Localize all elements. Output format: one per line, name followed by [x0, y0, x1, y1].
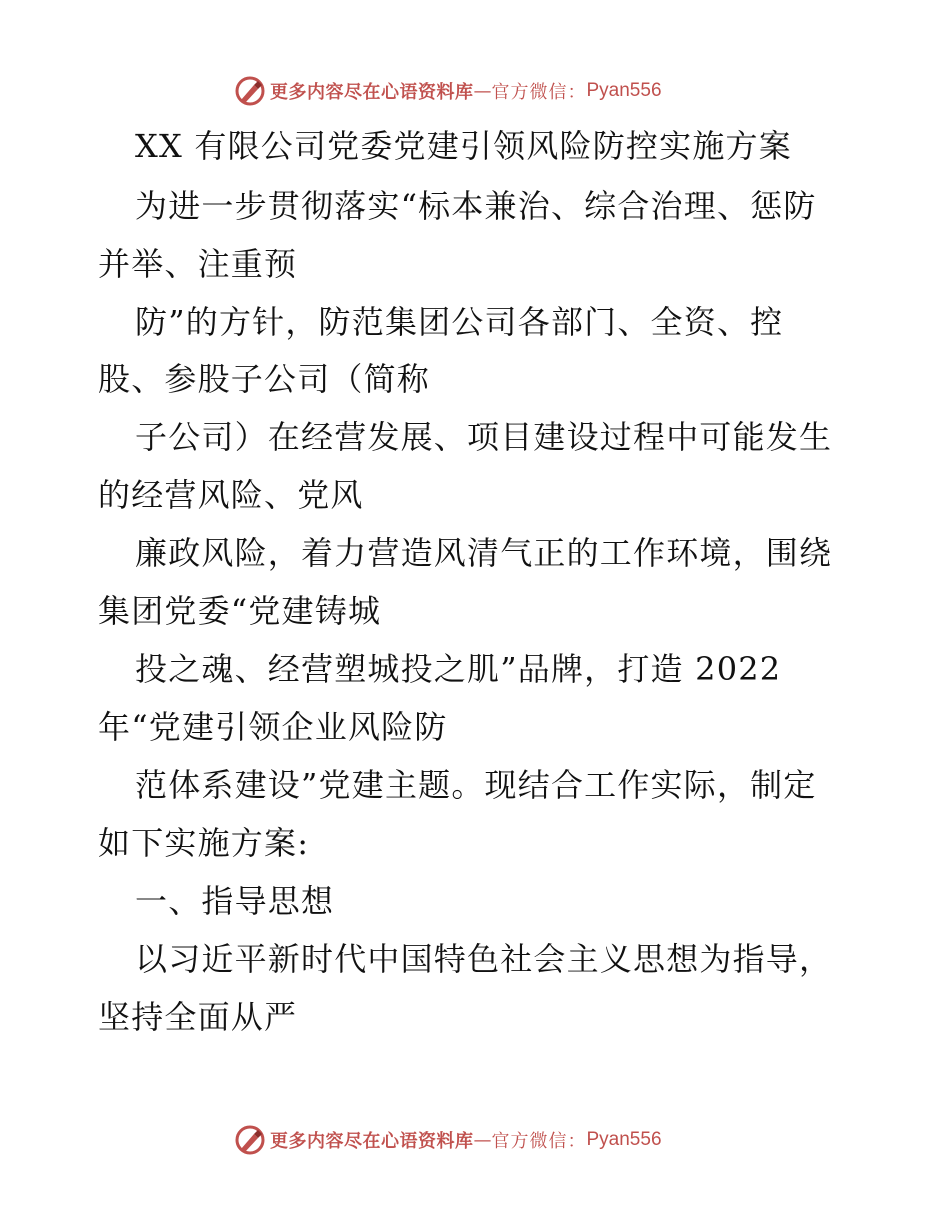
body-line: 廉政风险，着力营造风清气正的工作环境，围绕 — [135, 534, 833, 572]
footer-dash: — — [473, 1129, 492, 1151]
body-line: 股、参股子公司（简称 — [98, 360, 431, 398]
document-title: XX 有限公司党委党建引领风险防控实施方案 — [135, 127, 792, 165]
body-line: 子公司）在经营发展、项目建设过程中可能发生 — [135, 418, 833, 456]
pen-logo-icon — [234, 1124, 266, 1156]
body-line: 范体系建设”党建主题。现结合工作实际，制定 — [135, 766, 817, 804]
pen-logo-icon — [234, 75, 266, 107]
body-line: 并举、注重预 — [98, 245, 298, 283]
footer-banner[interactable] — [234, 1122, 662, 1158]
body-line: 投之魂、经营塑城投之肌”品牌，打造 2022 — [135, 650, 782, 688]
header-wechat-id: Pyan556 — [586, 80, 662, 101]
body-line: 防”的方针，防范集团公司各部门、全资、控 — [135, 303, 784, 341]
body-line: 坚持全面从严 — [98, 998, 298, 1036]
header-wechat-label: 官方微信： — [491, 82, 587, 103]
body-line: 如下实施方案: — [98, 824, 310, 862]
body-line: 的经营风险、党风 — [98, 476, 364, 514]
header-banner[interactable] — [234, 73, 662, 109]
body-line: 年“党建引领企业风险防 — [98, 708, 448, 746]
footer-wechat-label: 官方微信： — [491, 1131, 587, 1152]
body-line: 集团党委“党建铸城 — [98, 592, 382, 630]
footer-wechat-id: Pyan556 — [586, 1129, 662, 1150]
header-brand-text: 更多内容尽在心语资料库 — [270, 82, 474, 103]
header-dash: — — [473, 80, 492, 102]
body-line: 以习近平新时代中国特色社会主义思想为指导， — [135, 940, 833, 978]
body-line: 为进一步贯彻落实“标本兼治、综合治理、惩防 — [135, 187, 817, 225]
section-heading: 一、指导思想 — [135, 882, 335, 920]
footer-brand-text: 更多内容尽在心语资料库 — [270, 1131, 474, 1152]
